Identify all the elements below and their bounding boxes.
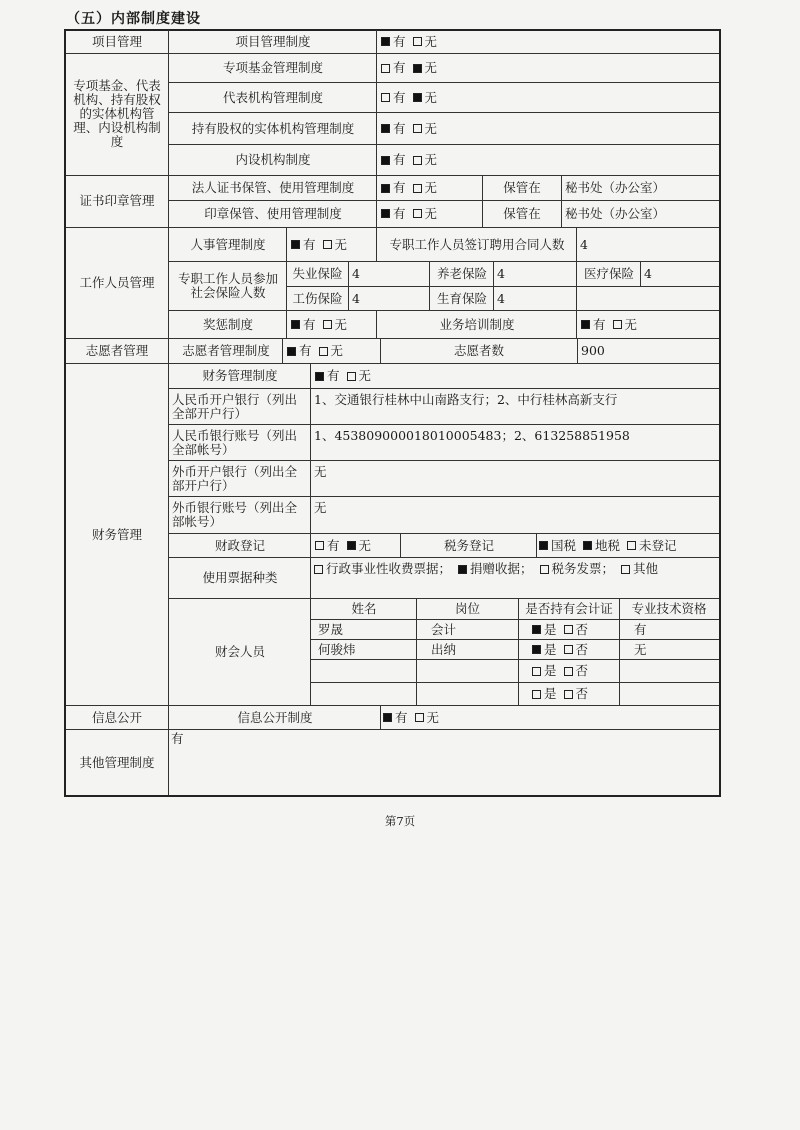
fx-account-label: 外币银行账号（列出全部帐号）	[172, 500, 298, 529]
empty-box-icon	[564, 690, 573, 699]
option-label: 捐赠收据；	[470, 561, 533, 576]
row-label-staff: 工作人员管理	[79, 275, 155, 290]
acc-row-1-post: 出纳	[431, 641, 457, 657]
acc-row-1-qual: 无	[634, 641, 647, 657]
option-label: 未登记	[639, 537, 677, 553]
row-label-info: 信息公开	[91, 709, 142, 725]
empty-box-icon	[564, 625, 573, 634]
volunteer-system-yesno	[284, 339, 380, 363]
empty-box-icon	[314, 565, 323, 574]
option-label: 行政事业性收费票据；	[326, 561, 452, 576]
empty-box-icon	[564, 645, 573, 654]
empty-box-icon	[347, 372, 356, 381]
shi-label: 是	[544, 621, 557, 637]
no-label: 无	[358, 368, 372, 383]
yes-label: 有	[303, 316, 316, 332]
fou-label: 否	[575, 621, 589, 637]
checked-box-icon	[413, 93, 422, 102]
checked-box-icon	[381, 209, 390, 218]
empty-box-icon	[415, 713, 424, 722]
no-label: 无	[424, 180, 438, 195]
bill-types-label: 使用票据种类	[202, 570, 278, 585]
acc-header-name: 姓名	[351, 601, 377, 616]
checked-box-icon	[315, 372, 324, 381]
yes-label: 有	[393, 180, 406, 195]
row-label-other: 其他管理制度	[79, 754, 155, 770]
yes-label: 有	[327, 368, 340, 383]
volunteer-count-value: 900	[581, 343, 605, 358]
no-label: 无	[334, 236, 348, 252]
cert-custody-yesno	[378, 176, 482, 200]
checked-box-icon	[583, 541, 592, 550]
acc-row-1-cert	[529, 640, 619, 659]
acc-row-0-qual: 有	[634, 621, 647, 637]
fx-bank-label: 外币开户银行（列出全部开户行）	[172, 463, 298, 493]
rmb-bank-value: 1、交通银行桂林中山南路支行；2、中行桂林高新支行	[314, 392, 618, 407]
bill-types-options	[311, 558, 719, 580]
unemployment-insurance-label: 失业保险	[292, 266, 343, 281]
yes-label: 有	[593, 316, 606, 332]
no-label: 无	[624, 316, 638, 332]
fou-label: 否	[575, 663, 589, 678]
reward-system-yesno	[288, 311, 376, 338]
contract-count-label: 专职工作人员签订聘用合同人数	[389, 236, 565, 252]
seal-keeper-value: 秘书处（办公室）	[565, 205, 666, 221]
fou-label: 否	[575, 686, 589, 701]
checked-box-icon	[413, 64, 422, 73]
checked-box-icon	[539, 541, 548, 550]
rep-office-label: 代表机构管理制度	[222, 89, 323, 105]
cert-custody-label: 法人证书保管、使用管理制度	[191, 180, 355, 195]
option-label: 其他	[633, 561, 659, 576]
no-label: 无	[424, 205, 438, 221]
empty-box-icon	[532, 690, 541, 699]
rmb-account-label: 人民币银行账号（列出全部帐号）	[172, 427, 298, 457]
empty-box-icon	[381, 93, 390, 102]
finance-system-yesno	[312, 364, 432, 388]
row-label-volunteer: 志愿者管理	[85, 343, 149, 358]
acc-header-cert: 是否持有会计证	[525, 601, 613, 616]
tax-reg-label: 税务登记	[443, 537, 494, 553]
seal-keeper-label: 保管在	[503, 205, 541, 221]
row-label-finance: 财务管理	[91, 526, 142, 542]
yes-label: 有	[393, 152, 406, 167]
yes-label: 有	[393, 60, 406, 75]
acc-row-1-name: 何骏炜	[318, 641, 356, 657]
empty-box-icon	[413, 124, 422, 133]
training-system-yesno	[578, 311, 718, 338]
internal-org-yesno	[378, 145, 498, 175]
volunteer-count-label: 志愿者数	[453, 343, 504, 358]
checked-box-icon	[532, 645, 541, 654]
row-label-seal: 证书印章管理	[79, 193, 155, 208]
yes-label: 有	[299, 343, 312, 358]
checked-box-icon	[287, 347, 296, 356]
page-number: 第7页	[384, 814, 416, 828]
other-value: 有	[171, 731, 184, 746]
cert-keeper-value: 秘书处（办公室）	[565, 180, 666, 195]
no-label: 无	[330, 343, 344, 358]
maternity-insurance-value: 4	[497, 290, 505, 306]
pension-insurance-label: 养老保险	[436, 266, 487, 281]
unemployment-insurance-value: 4	[352, 266, 360, 281]
hr-system-label: 人事管理制度	[190, 236, 266, 252]
empty-box-icon	[323, 320, 332, 329]
shi-label: 是	[544, 641, 557, 657]
project-system-yesno	[378, 30, 498, 53]
equity-entity-yesno	[378, 113, 498, 144]
seal-custody-label: 印章保管、使用管理制度	[204, 205, 342, 221]
no-label: 无	[426, 709, 440, 725]
empty-box-icon	[613, 320, 622, 329]
project-system-label: 项目管理制度	[235, 33, 311, 49]
tax-reg-options	[536, 534, 718, 557]
checked-box-icon	[383, 713, 392, 722]
checked-box-icon	[381, 124, 390, 133]
yes-label: 有	[395, 709, 408, 725]
empty-box-icon	[319, 347, 328, 356]
empty-box-icon	[413, 37, 422, 46]
training-system-label: 业务培训制度	[439, 316, 515, 332]
fou-label: 否	[575, 641, 589, 657]
empty-box-icon	[532, 667, 541, 676]
medical-insurance-value: 4	[644, 266, 652, 281]
option-label: 国税	[551, 537, 577, 553]
acc-header-post: 岗位	[454, 601, 480, 616]
injury-insurance-label: 工伤保险	[292, 290, 343, 306]
pension-insurance-value: 4	[497, 266, 505, 281]
finance-system-label: 财务管理制度	[202, 368, 278, 383]
fiscal-reg-yesno	[312, 534, 400, 557]
no-label: 无	[424, 152, 438, 167]
no-label: 无	[424, 60, 438, 75]
fiscal-reg-label: 财政登记	[214, 537, 265, 553]
row-label-project: 项目管理	[91, 33, 142, 49]
checked-box-icon	[381, 37, 390, 46]
empty-box-icon	[627, 541, 636, 550]
acc-row-2-cert	[529, 660, 619, 682]
fx-account-value: 无	[314, 500, 327, 515]
injury-insurance-value: 4	[352, 290, 360, 306]
medical-insurance-label: 医疗保险	[583, 266, 634, 281]
no-label: 无	[424, 120, 438, 136]
volunteer-system-label: 志愿者管理制度	[182, 343, 270, 358]
rmb-bank-label: 人民币开户银行（列出全部开户行）	[172, 391, 298, 421]
cert-keeper-label: 保管在	[503, 180, 541, 195]
acc-row-3-cert	[529, 683, 619, 705]
accountants-label: 财会人员	[214, 644, 265, 659]
no-label: 无	[424, 89, 438, 105]
acc-header-qual: 专业技术资格	[631, 601, 707, 616]
special-fund-label: 专项基金管理制度	[222, 60, 323, 75]
row-label-special: 专项基金、代表机构、持有股权的实体机构管理、内设机构制度	[73, 78, 161, 149]
yes-label: 有	[393, 120, 406, 136]
rep-office-yesno	[378, 83, 498, 112]
empty-box-icon	[621, 565, 630, 574]
acc-row-0-cert	[529, 620, 619, 639]
special-fund-yesno	[378, 54, 498, 82]
reward-system-label: 奖惩制度	[202, 316, 253, 332]
hr-system-yesno	[288, 228, 376, 261]
info-system-yesno	[380, 706, 500, 729]
option-label: 地税	[595, 537, 621, 553]
shi-label: 是	[544, 686, 557, 701]
empty-box-icon	[323, 240, 332, 249]
empty-box-icon	[413, 156, 422, 165]
fx-bank-value: 无	[314, 464, 327, 479]
empty-box-icon	[381, 64, 390, 73]
empty-box-icon	[413, 209, 422, 218]
yes-label: 有	[393, 89, 406, 105]
empty-box-icon	[315, 541, 324, 550]
checked-box-icon	[291, 320, 300, 329]
checked-box-icon	[347, 541, 356, 550]
maternity-insurance-label: 生育保险	[436, 290, 487, 306]
no-label: 无	[358, 537, 372, 553]
empty-box-icon	[413, 184, 422, 193]
checked-box-icon	[458, 565, 467, 574]
checked-box-icon	[291, 240, 300, 249]
option-label: 税务发票；	[551, 561, 615, 576]
empty-box-icon	[564, 667, 573, 676]
seal-custody-yesno	[378, 201, 482, 226]
section-heading: （五）内部制度建设	[66, 11, 201, 27]
acc-row-0-name: 罗晟	[318, 621, 344, 637]
rmb-account-value: 1、453809000018010005483；2、613258851958	[314, 428, 630, 443]
yes-label: 有	[393, 33, 406, 49]
checked-box-icon	[381, 184, 390, 193]
checked-box-icon	[581, 320, 590, 329]
info-system-label: 信息公开制度	[237, 709, 313, 725]
contract-count-value: 4	[580, 236, 588, 252]
internal-org-label: 内设机构制度	[235, 152, 311, 167]
checked-box-icon	[532, 625, 541, 634]
yes-label: 有	[393, 205, 406, 221]
yes-label: 有	[303, 236, 316, 252]
empty-box-icon	[540, 565, 549, 574]
no-label: 无	[334, 316, 348, 332]
acc-row-0-post: 会计	[431, 621, 457, 637]
insurance-count-label: 专职工作人员参加社会保险人数	[177, 271, 278, 300]
no-label: 无	[424, 33, 438, 49]
checked-box-icon	[381, 156, 390, 165]
shi-label: 是	[544, 663, 557, 678]
equity-entity-label: 持有股权的实体机构管理制度	[191, 120, 355, 136]
yes-label: 有	[327, 537, 340, 553]
